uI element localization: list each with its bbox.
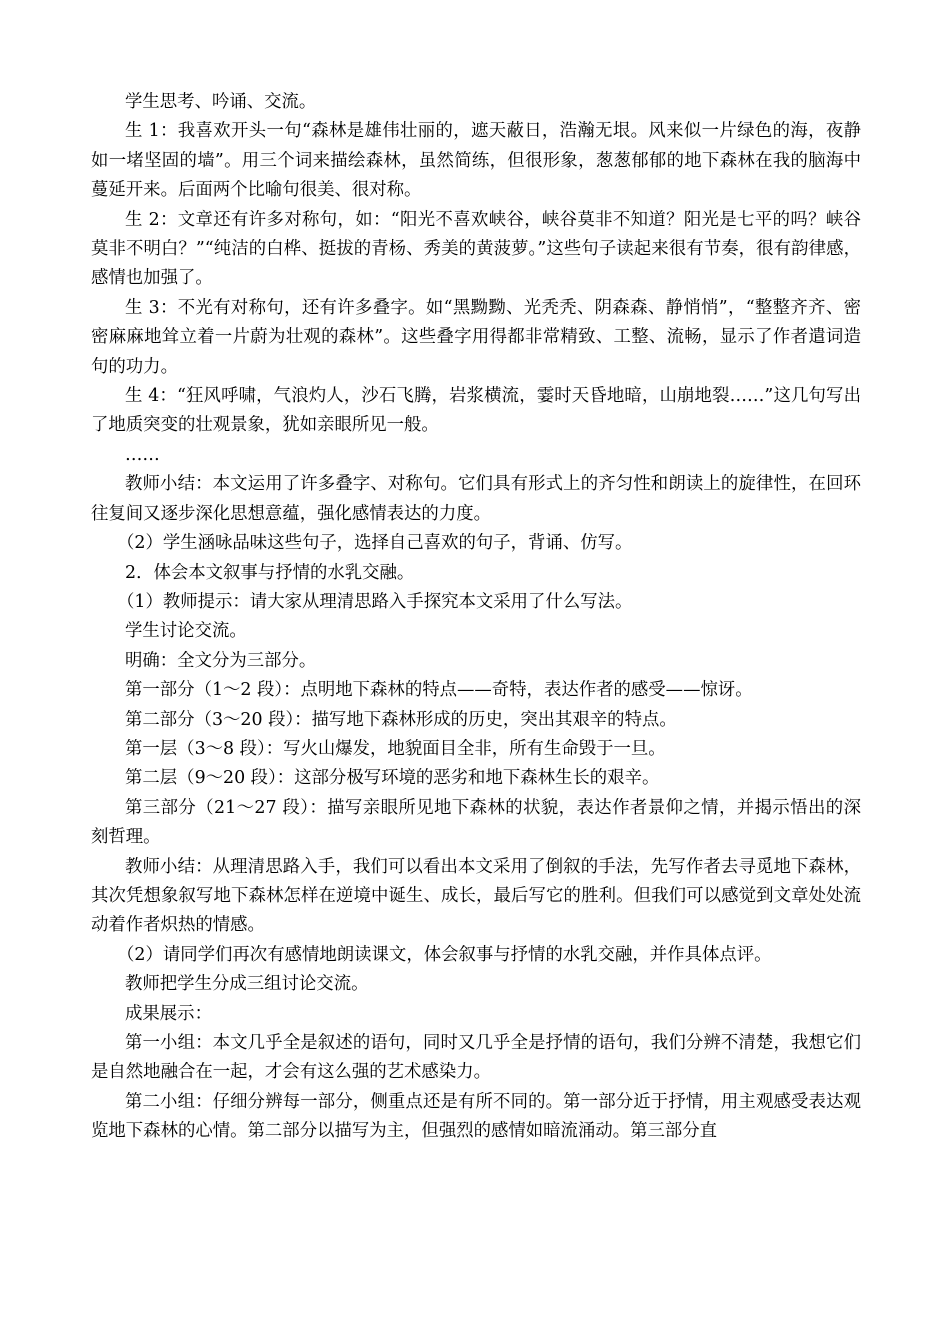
paragraph-13: 第一部分（1～2 段）：点明地下森林的特点——奇特，表达作者的感受——惊讶。	[125, 680, 753, 701]
paragraph-17: 第三部分（21～27 段）：描写亲眼所见地下森林的状貌，表达作者景仰之情，并揭示悟出的深刻哲理。	[91, 797, 861, 848]
paragraph-7: 教师小结：本文运用了许多叠字、对称句。它们具有形式上的齐匀性和朗读上的旋律性，在回环往复间又逐步深化思想意蕴，强化感情表达的力度。	[91, 474, 861, 524]
paragraph-8: （2）学生涵咏品味这些句子，选择自己喜欢的句子，背诵、仿写。	[117, 533, 633, 554]
paragraph-1: 学生思考、吟诵、交流。	[125, 92, 317, 112]
paragraph-10: （1）教师提示：请大家从理清思路入手探究本文采用了什么写法。	[117, 591, 633, 612]
paragraph-16: 第二层（9～20 段）：这部分极写环境的恶劣和地下森林生长的艰辛。	[125, 768, 660, 789]
paragraph-19: （2）请同学们再次有感情地朗读课文，体会叙事与抒情的水乳交融，并作具体点评。	[117, 944, 772, 965]
paragraph-2: 生 1：我喜欢开头一句“森林是雄伟壮丽的，遮天蔽日，浩瀚无垠。风来似一片绿色的海，夜静如一堵坚固的墙”。用三个词来描绘森林，虽然简练，但很形象，葱葱郁郁的地下森林在我的脑海中蔓延开来。后面两个比喻句很美、很对称。	[91, 121, 861, 201]
paragraph-12: 明确：全文分为三部分。	[125, 650, 317, 671]
paragraph-22: 第一小组：本文几乎全是叙述的语句，同时又几乎全是抒情的语句，我们分辨不清楚，我想它们是自然地融合在一起，才会有这么强的艺术感染力。	[91, 1033, 861, 1083]
paragraph-15: 第一层（3～8 段）：写火山爆发，地貌面目全非，所有生命毁于一旦。	[125, 738, 666, 759]
document-page	[91, 88, 861, 1147]
paragraph-23: 第二小组：仔细分辨每一部分，侧重点还是有所不同的。第一部分近于抒情，用主观感受表达观览地下森林的心情。第二部分以描写为主，但强烈的感情如暗流涌动。第三部分直	[91, 1091, 861, 1142]
paragraph-21: 成果展示：	[125, 1003, 212, 1024]
paragraph-20: 教师把学生分成三组讨论交流。	[125, 974, 369, 995]
paragraph-6: ……	[125, 444, 160, 465]
paragraph-9: 2．体会本文叙事与抒情的水乳交融。	[125, 562, 415, 583]
paragraph-3: 生 2：文章还有许多对称句，如：“阳光不喜欢峡谷，峡谷莫非不知道？阳光是七平的吗？峡谷莫非不明白？”“纯洁的白桦、挺拔的青杨、秀美的黄菠萝。”这些句子读起来很有节奏，很有韵律感，感情也加强了。	[91, 209, 861, 289]
paragraph-11: 学生讨论交流。	[125, 621, 247, 642]
paragraph-4: 生 3：不光有对称句，还有许多叠字。如“黑黝黝、光秃秃、阴森森、静悄悄”，“整整齐齐、密密麻麻地耸立着一片蔚为壮观的森林”。这些叠字用得都非常精致、工整、流畅，显示了作者遣词造句的功力。	[91, 297, 861, 377]
paragraph-5: 生 4：“狂风呼啸，气浪灼人，沙石飞腾，岩浆横流，霎时天昏地暗，山崩地裂……”这几句写出了地质突变的壮观景象，犹如亲眼所见一般。	[91, 386, 861, 436]
paragraph-18: 教师小结：从理清思路入手，我们可以看出本文采用了倒叙的手法，先写作者去寻觅地下森林，其次凭想象叙写地下森林怎样在逆境中诞生、成长，最后写它的胜利。但我们可以感觉到文章处处流动着作者炽热的情感。	[91, 856, 861, 936]
paragraph-14: 第二部分（3～20 段）：描写地下森林形成的历史，突出其艰辛的特点。	[125, 709, 677, 730]
